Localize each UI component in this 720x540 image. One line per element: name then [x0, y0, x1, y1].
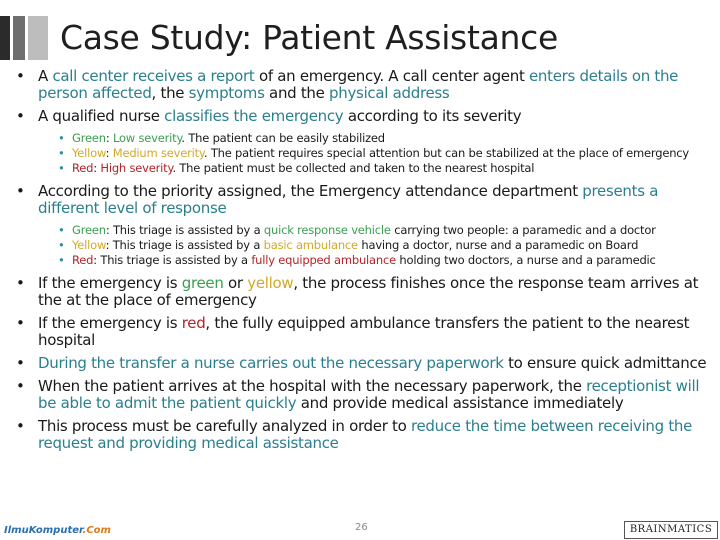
triage-green: • Green: This triage is assisted by a quick response vehicle carrying two people: a paramedic and a doctor — [58, 223, 656, 237]
bullet-dot: • — [16, 314, 25, 332]
highlight: paperwork — [426, 354, 504, 372]
page-number: 26 — [355, 522, 368, 533]
footer-site-logo: IlmuKomputer.Com — [4, 525, 111, 536]
bullet-dot: • — [16, 417, 25, 435]
severity-yellow: • Yellow: Medium severity. The patient requires special attention but can be stabilized at the place of emergency — [58, 146, 690, 160]
highlight: classifies the emergency — [164, 107, 344, 125]
severity-list — [58, 131, 710, 175]
bullet-dot: • — [16, 354, 25, 372]
bullet-priority-response: • According to the priority assigned, the Emergency attendance department presents a different level of response — [16, 182, 659, 217]
bullet-nurse-classifies: • A qualified nurse classifies the emergency according to its severity — [16, 107, 522, 125]
highlight: receptionist will be able to admit the patient quickly — [38, 377, 700, 412]
severity-red: • Red: High severity. The patient must be collected and taken to the nearest hospital — [58, 161, 535, 175]
bullet-dot: • — [16, 67, 25, 85]
bullet-paperwork: • During the transfer a nurse carries out the necessary paperwork to ensure quick admittance — [16, 354, 707, 372]
slide-body — [14, 68, 710, 458]
highlight: symptoms — [188, 84, 265, 102]
highlight: enters details on the person affected — [38, 67, 679, 102]
triage-red: • Red: This triage is assisted by a fully equipped ambulance holding two doctors, a nurse and a paramedic — [58, 253, 656, 267]
bullet-call-center: • A call center receives a report of an emergency. A call center agent enters details on the person affected, the symptoms and the physical address — [16, 67, 679, 102]
highlight: presents a different level of response — [38, 182, 659, 217]
triage-yellow: • Yellow: This triage is assisted by a basic ambulance having a doctor, nurse and a paramedic on Board — [58, 238, 639, 252]
highlight: reduce the time between receiving the request and providing medical assistance — [38, 417, 693, 452]
brainmatics-logo: BRAINMATICS — [624, 521, 718, 539]
slide-title: Case Study: Patient Assistance — [60, 18, 558, 57]
bullet-dot: • — [16, 274, 25, 292]
bullet-dot: • — [16, 182, 25, 200]
bullet-dot: • — [16, 107, 25, 125]
bullet-red-transfer: • If the emergency is red, the fully equipped ambulance transfers the patient to the nearest hospital — [16, 314, 690, 349]
highlight: physical address — [329, 84, 450, 102]
highlight: call center receives a report — [52, 67, 255, 85]
bullet-green-yellow-finish: • If the emergency is green or yellow, the process finishes once the response team arrives at the at the place of emergency — [16, 274, 699, 309]
bullet-analysis: • This process must be carefully analyzed in order to reduce the time between receiving the request and providing medical assistance — [16, 417, 693, 452]
bullet-dot: • — [16, 377, 25, 395]
bullet-receptionist: • When the patient arrives at the hospital with the necessary paperwork, the receptionist will be able to admit the patient quickly and provide medical assistance immediately — [16, 377, 700, 412]
title-decoration — [0, 16, 60, 60]
triage-list — [58, 223, 710, 267]
severity-green: • Green: Low severity. The patient can be easily stabilized — [58, 131, 385, 145]
